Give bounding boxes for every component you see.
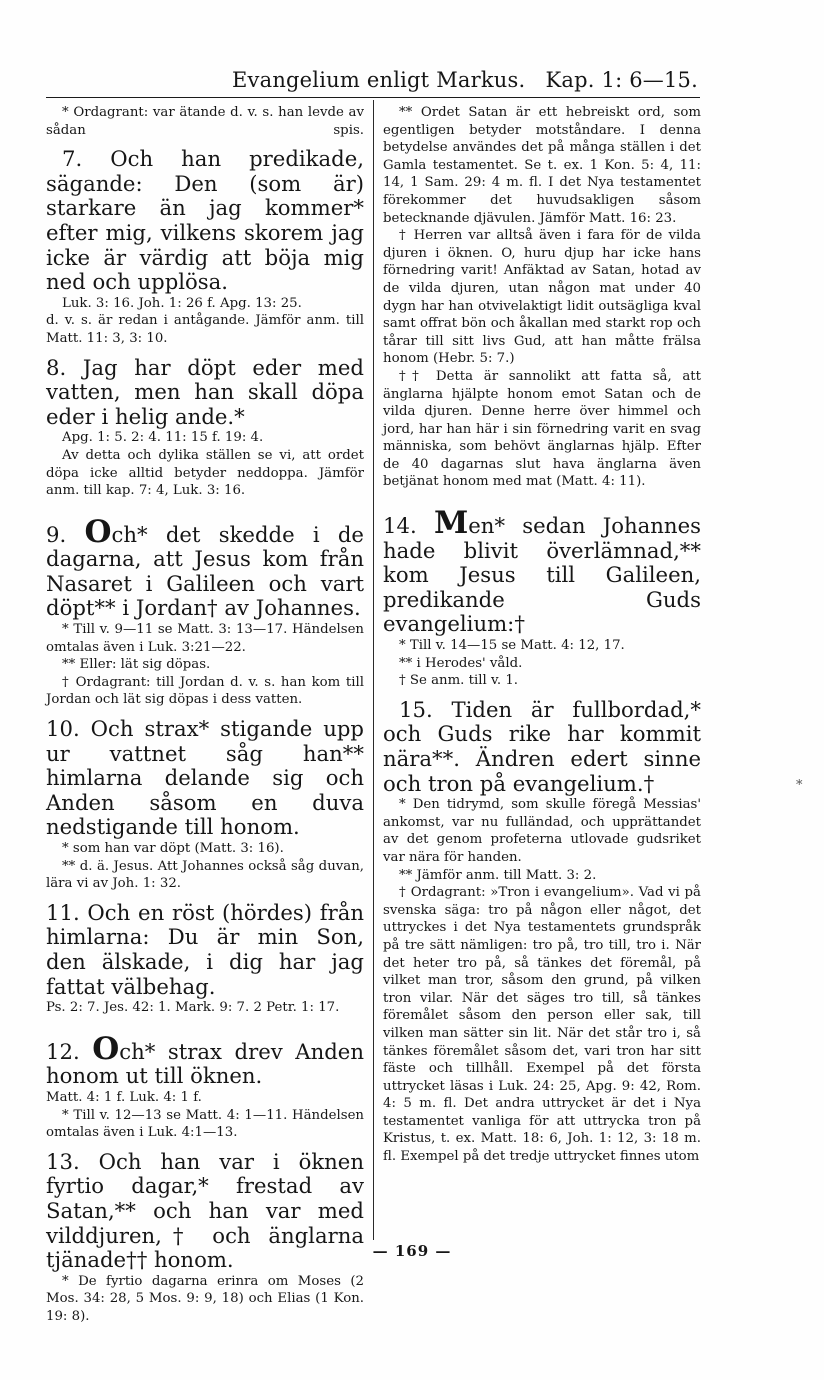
verse-13: 13. Och han var i öknen fyrtio dagar,* frestad av Satan,** och han var med vilddjuren,† och änglarna tjänade†† honom. — [46, 1148, 364, 1273]
footnote: * Till v. 14—15 se Matt. 4: 12, 17. — [399, 638, 625, 654]
book-title: Evangelium enligt Markus. — [232, 68, 526, 92]
footnote: * Ordagrant: var ätande d. v. s. han levde av sådan spis. — [46, 105, 364, 138]
footnote: * De fyrtio dagarna erinra om Moses (2 Mos. 34: 28, 5 Mos. 9: 9, 18) och Elias (1 Kon. 19: 8). — [46, 1273, 364, 1324]
verse-text: ch* det skedde i de dagarna, att Jesus kom från Nasaret i Galileen och vart döpt** i Jordan† av Johannes. — [46, 521, 364, 621]
footnote: * Till v. 9—11 se Matt. 3: 13—17. Händelsen omtalas även i Luk. 3:21—22. — [46, 622, 364, 655]
footnote: * som han var döpt (Matt. 3: 16). — [62, 841, 284, 856]
verse-12 — [46, 1030, 364, 1089]
left-column — [46, 104, 364, 1325]
cross-reference: Matt. 4: 1 f. Luk. 4: 1 f. — [46, 1089, 202, 1105]
column-divider — [373, 100, 374, 1240]
cross-reference: Ps. 2: 7. Jes. 42: 1. Mark. 9: 7. 2 Petr. 1: 17. — [46, 1000, 340, 1016]
verse-8: 8. Jag har döpt eder med vatten, men han skall döpa eder i helig ande.* — [46, 354, 364, 429]
footnote: Av detta och dylika ställen se vi, att ordet döpa icke alltid betyder neddoppa. Jämför anm. till kap. 7: 4, Luk. 3: 16. — [46, 447, 364, 499]
verse-9 — [46, 513, 364, 621]
drop-cap: O — [92, 1030, 120, 1067]
verse-text: ch* strax drev Anden honom ut till öknen. — [46, 1038, 364, 1089]
cross-reference: Luk. 3: 16. Joh. 1: 26 f. Apg. 13: 25. — [62, 295, 302, 311]
verse-number: 9. — [46, 521, 67, 547]
right-column — [383, 104, 701, 1166]
footnote: ** Jämför anm. till Matt. 3: 2. — [399, 867, 597, 883]
drop-cap: M — [433, 505, 469, 542]
footnote: d. v. s. är redan i antågande. Jämför anm. till Matt. 11: 3, 3: 10. — [46, 313, 364, 346]
verse-10: 10. Och strax* stigande upp ur vattnet såg han** himlarna delande sig och Anden såsom en duva nedstigande till honom. — [46, 716, 364, 840]
running-header — [46, 63, 700, 98]
footnote: † Ordagrant: till Jordan d. v. s. han kom till Jordan och lät sig döpas i dess vatten. — [46, 674, 364, 708]
footnote: † Herren var alltså även i fara för de vilda djuren i öknen. O, huru djup har icke hans förnedring varit! Anfäktad av Satan, hotad av de vilda djuren, utan någon mat under 40 dygn har han otvivelaktigt lidit outsägliga kval samt offrat bön och åkallan med starkt rop och tårar till sitt livs Gud, att han måtte frälsa honom (Hebr. 5: 7.) — [383, 228, 701, 367]
footnote: † Se anm. till v. 1. — [399, 673, 519, 689]
drop-cap: O — [84, 513, 112, 550]
page-number: — 169 — — [372, 1242, 452, 1260]
verse-number: 12. — [46, 1038, 80, 1064]
footnote: * Till v. 12—13 se Matt. 4: 1—11. Händelsen omtalas även i Luk. 4:1—13. — [46, 1107, 364, 1141]
footnote: ** d. ä. Jesus. Att Johannes också såg duvan, lära vi av Joh. 1: 32. — [46, 858, 364, 892]
footnote: †† Detta är sannolikt att fatta så, att änglarna hjälpte honom emot Satan och de vilda djuren. Denne herre över himmel och jord, har han här i sin förnedring varit en svag människa, som behövt änglarnas hjälp. Efter de 40 dagarnas slut hava änglarna även betjänat honom med mat (Matt. 4: 11). — [383, 368, 701, 490]
margin-mark: * — [796, 778, 803, 793]
footnote: † Ordagrant: »Tron i evangelium». Vad vi på svenska säga: tro på någon eller något, det uttryckes i det Nya testamentets grundspråk på tre sätt nämligen: tro på, tro till, tro i. När det heter tro på, så tänkes det föremål, på vilket man tror, såsom den grund, på vilken tron vilar. När det säges tro till, så tänkes föremålet såsom den person eller sak, till vilken man sätter sin lit. När det står tro i, så tänkes föremålet såsom det, vari tron har sitt fäste och tillhåll. Exempel på det första uttrycket läsas i Luk. 24: 25, Apg. 9: 42, Rom. 4: 5 m. fl. Det andra uttrycket är det i Nya testamentet vanliga för att uttrycka tron på Kristus, t. ex. Matt. 18: 6, Joh. 1: 12, 3: 18 m. fl. Exempel på det tredje uttrycket finnes utom — [383, 885, 701, 1165]
footnote: ** i Herodes' våld. — [399, 655, 523, 671]
chapter-reference: Kap. 1: 6—15. — [545, 68, 698, 92]
footnote: ** Ordet Satan är ett hebreiskt ord, som egentligen betyder motståndare. I denna betydelse användes det på många ställen i det Gamla testamentet. Se t. ex. 1 Kon. 5: 4, 11: 14, 1 Sam. 29: 4 m. fl. I det Nya testamentet förekommer det huvudsakligen såsom betecknande djävulen. Jämför Matt. 16: 23. — [383, 105, 701, 226]
verse-15: 15. Tiden är fullbordad,* och Guds rike har kommit nära**. Ändren edert sinne och tron på evangelium.† — [383, 696, 701, 796]
cross-reference: Apg. 1: 5. 2: 4. 11: 15 f. 19: 4. — [62, 430, 264, 446]
verse-7: 7. Och han predikade, sägande: Den (som är) starkare än jag kommer* efter mig, vilkens skorem jag icke är värdig att böja mig ned och upplösa. — [46, 146, 364, 295]
footnote: * Den tidrymd, som skulle föregå Messias' ankomst, var nu fulländad, och upprättandet av det genom profeterna utlovade gudsriket var nära för handen. — [383, 797, 701, 865]
verse-11: 11. Och en röst (hördes) från himlarna: Du är min Son, den älskade, i dig har jag fattat välbehag. — [46, 899, 364, 999]
verse-14 — [383, 505, 701, 637]
footnote: ** Eller: lät sig döpas. — [62, 657, 211, 673]
verse-text: en* sedan Johannes hade blivit överlämnad,** kom Jesus till Galileen, predikande Guds evangelium:† — [383, 513, 701, 637]
verse-number: 14. — [383, 513, 417, 539]
